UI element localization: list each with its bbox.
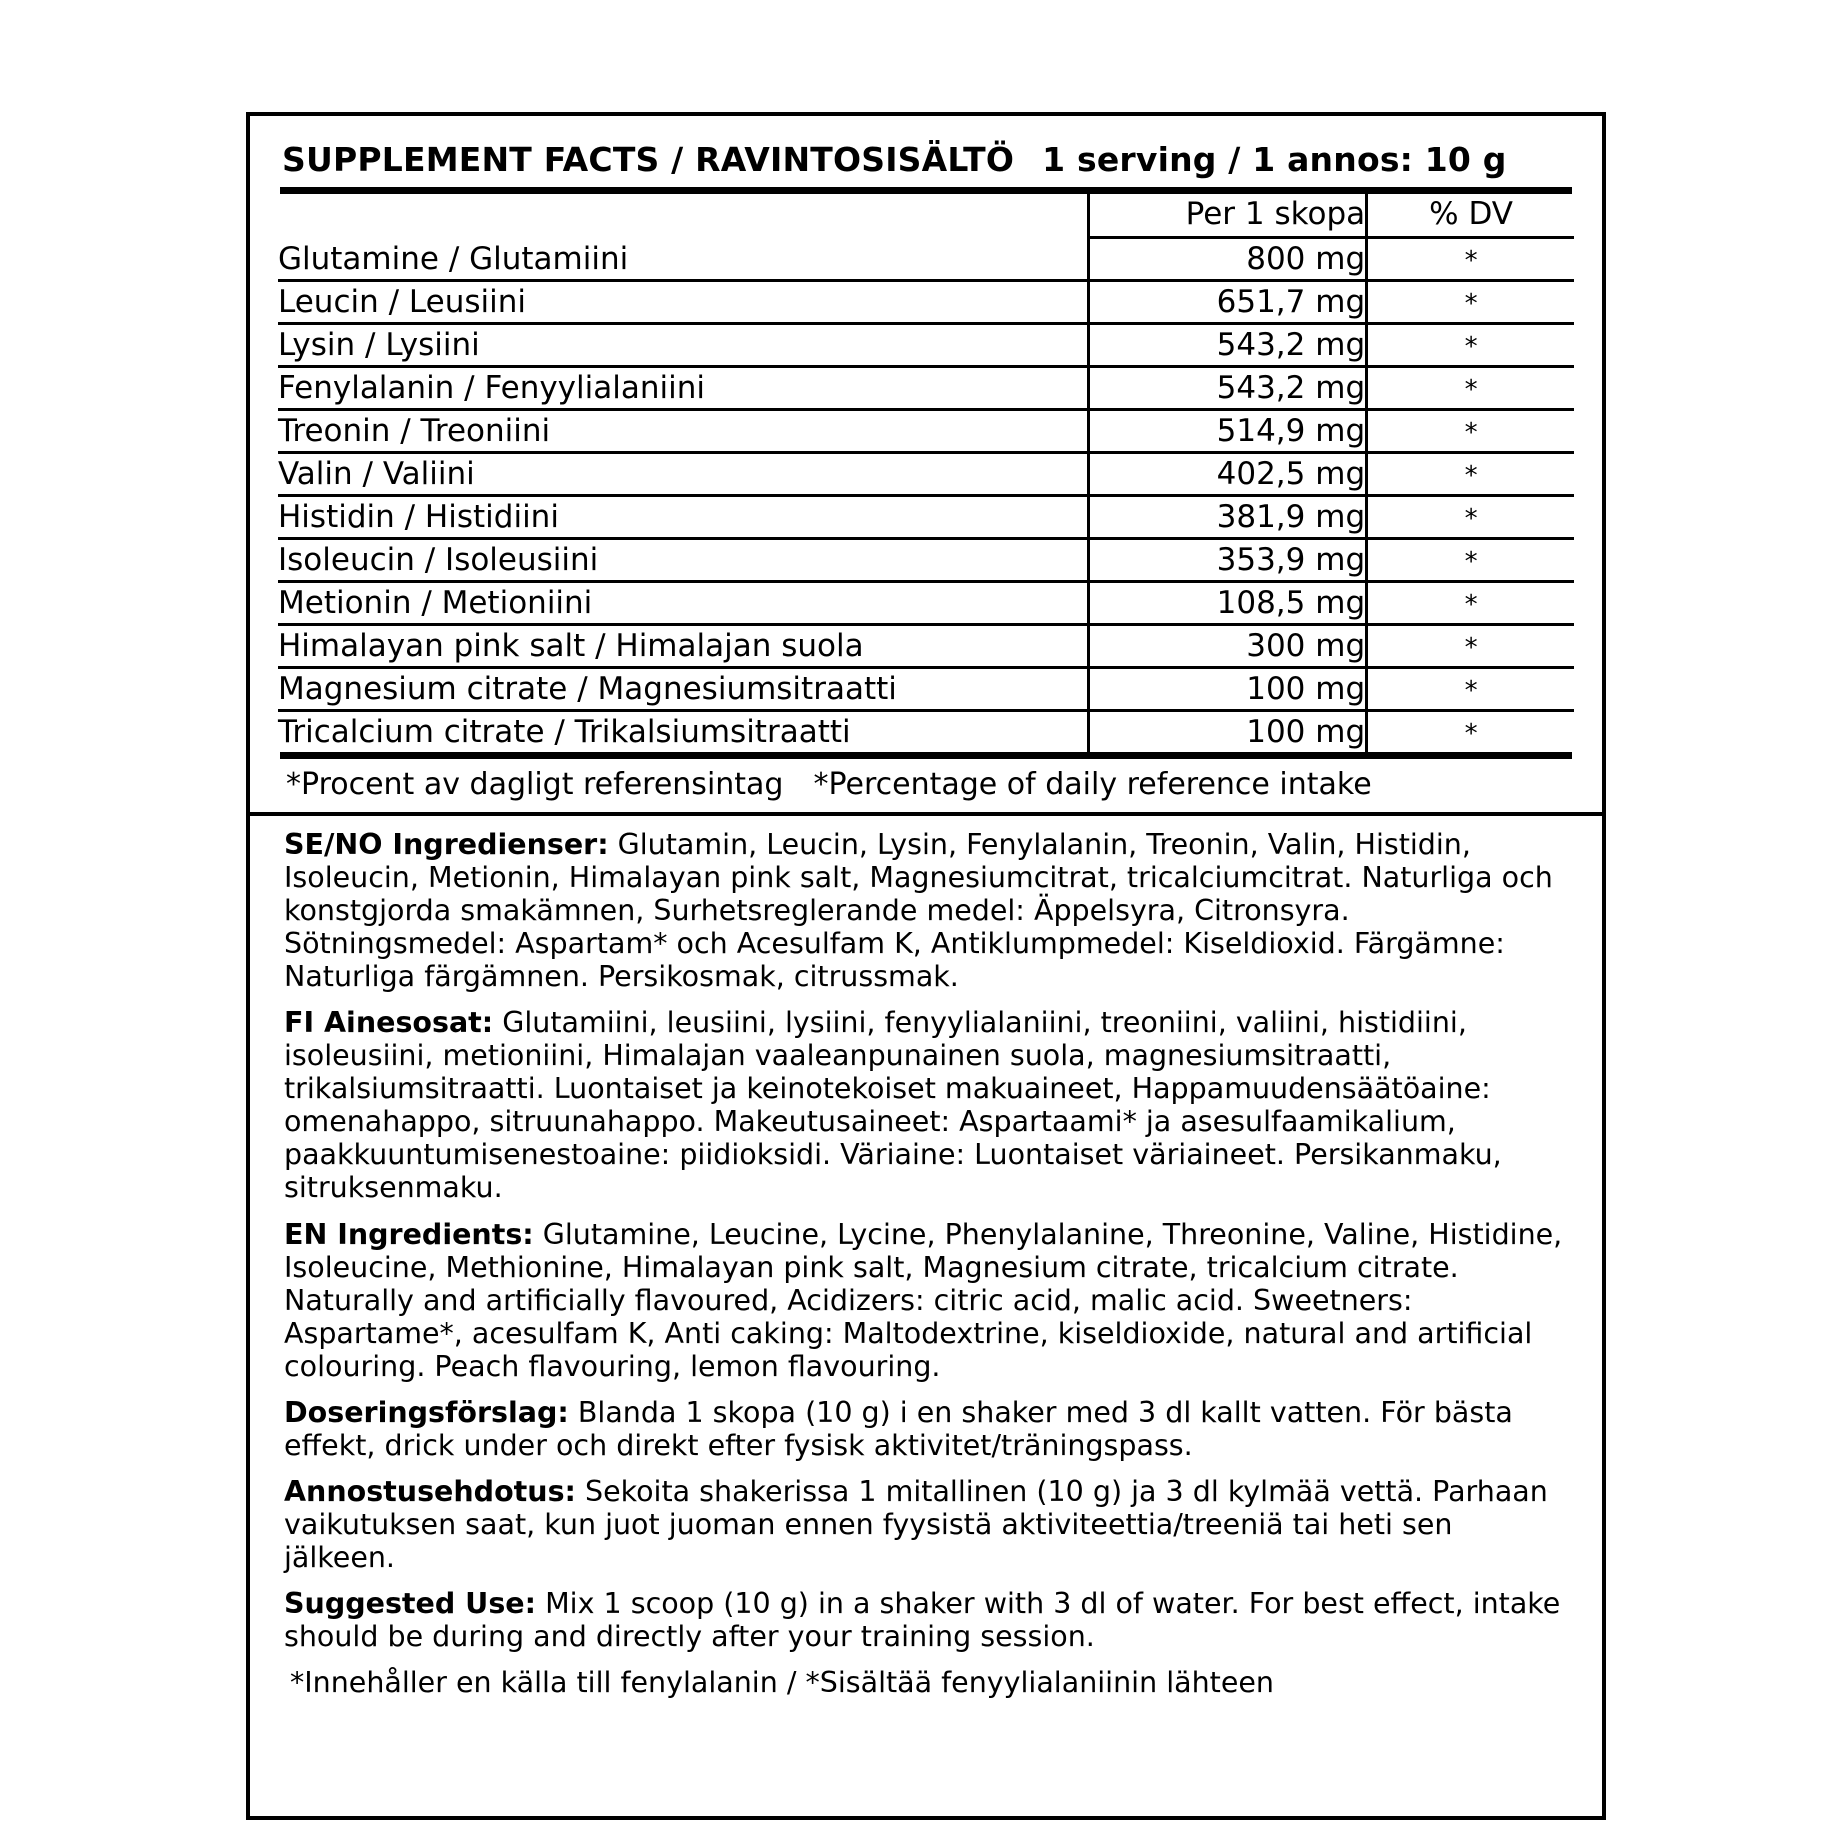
table-row [278,324,1574,367]
nutrient-amount: 651,7 mg [1088,281,1367,324]
nutrient-name: Treonin / Treoniini [278,410,1088,453]
nutrient-dv: * [1367,711,1574,753]
table-row [278,281,1574,324]
block-text: Sekoita shakerissa 1 mitallinen (10 g) ja 3 dl kylmää vettä. Parhaan vaikutuksen saat, kun juot juoman ennen fyysistä aktiviteettia/treeniä tai heti sen jälkeen. [284,1474,1548,1574]
ingredients-block-en [284,1218,1570,1383]
table-row [278,582,1574,625]
table-row [278,711,1574,753]
nutrient-amount: 108,5 mg [1088,582,1367,625]
nutrient-dv: * [1367,367,1574,410]
footnote-sv: *Procent av dagligt referensintag [286,767,784,802]
phenylalanine-warning: *Innehåller en källa till fenylalanin / *Sisältää fenyylialaniinin lähteen [290,1666,1274,1700]
block-label: Doseringsförslag: [284,1395,569,1429]
block-text: Glutamine, Leucine, Lycine, Phenylalanine, Threonine, Valine, Histidine, Isoleucine, Methionine, Himalayan pink salt, Magnesium citrate, tricalcium citrate. Naturally and artificially flavoured, Acidizers: citric acid, malic acid. Sweetners: Aspartame*, acesulfam K, Anti caking: Maltodextrine, kiseldioxide, natural and artificial colouring. Peach flavouring, lemon flavouring. [284,1217,1563,1383]
table-row [278,410,1574,453]
nutrient-dv: * [1367,453,1574,496]
block-text: Mix 1 scoop (10 g) in a shaker with 3 dl of water. For best effect, intake should be during and directly after your training session. [284,1586,1561,1654]
block-text: Glutamin, Leucin, Lysin, Fenylalanin, Treonin, Valin, Histidin, Isoleucin, Metionin, Himalayan pink salt, Magnesiumcitrat, tricalciumcitrat. Naturliga och konstgjorda smakämnen, Surhetsreglerande medel: Äppelsyra, Citronsyra. Sötningsmedel: Aspartam* och Acesulfam K, Antiklumpmedel: Kiseldioxid. Färgämne: Naturliga färgämnen. Persikosmak, citrussmak. [284,828,1553,994]
nutrient-amount: 353,9 mg [1088,539,1367,582]
nutrient-name: Metionin / Metioniini [278,582,1088,625]
nutrient-name: Leucin / Leusiini [278,281,1088,324]
column-header-amount: Per 1 skopa [1088,194,1367,238]
nutrient-name: Histidin / Histidiini [278,496,1088,539]
nutrient-dv: * [1367,625,1574,668]
column-header-name [278,194,1088,238]
nutrient-name: Lysin / Lysiini [278,324,1088,367]
ingredients-section [278,816,1574,1699]
header-divider [280,187,1572,194]
table-body [278,238,1574,753]
block-label: Annostusehdotus: [284,1474,576,1508]
table-row [278,496,1574,539]
nutrient-name: Himalayan pink salt / Himalajan suola [278,625,1088,668]
table-row [278,367,1574,410]
serving-size: 1 serving / 1 annos: 10 g [1042,140,1507,179]
nutrient-dv: * [1367,582,1574,625]
nutrient-name: Magnesium citrate / Magnesiumsitraatti [278,668,1088,711]
footnote-divider [280,752,1572,759]
nutrient-amount: 402,5 mg [1088,453,1367,496]
block-label: FI Ainesosat: [284,1006,494,1040]
dosage-block-en [284,1587,1570,1653]
block-label: EN Ingredients: [284,1217,534,1251]
table-row [278,539,1574,582]
table-row [278,668,1574,711]
panel-inner [250,116,1602,1709]
nutrient-amount: 100 mg [1088,668,1367,711]
daily-value-footnote [278,759,1574,812]
dosage-block-fi [284,1475,1570,1574]
table-header-row [278,194,1574,238]
nutrient-dv: * [1367,539,1574,582]
footnote-en: *Percentage of daily reference intake [813,767,1372,802]
nutrient-amount: 381,9 mg [1088,496,1367,539]
block-text: Glutamiini, leusiini, lysiini, fenyylialaniini, treoniini, valiini, histidiini, isoleusiini, metioniini, Himalajan vaaleanpunainen suola, magnesiumsitraatti, trikalsiumsitraatti. Luontaiset ja keinotekoiset makuaineet, Happamuudensäätöaine: omenahappo, sitruunahappo. Makeutusaineet: Aspartaami* ja asesulfaamikalium, paakkuuntumisenestoaine: piidioksidi. Väriaine: Luontaiset väriaineet. Persikanmaku, sitruksenmaku. [284,1006,1502,1205]
nutrient-amount: 514,9 mg [1088,410,1367,453]
nutrition-table [278,194,1574,752]
nutrient-amount: 543,2 mg [1088,324,1367,367]
facts-title: SUPPLEMENT FACTS / RAVINTOSISÄLTÖ [282,140,1015,179]
nutrient-amount: 800 mg [1088,238,1367,281]
nutrient-name: Fenylalanin / Fenyylialaniini [278,367,1088,410]
table-row [278,238,1574,281]
nutrient-amount: 543,2 mg [1088,367,1367,410]
block-label: SE/NO Ingredienser: [284,828,609,861]
table-row [278,625,1574,668]
block-text: Blanda 1 skopa (10 g) i en shaker med 3 dl kallt vatten. För bästa effekt, drick under och direkt efter fysisk aktivitet/träningspass. [284,1395,1513,1462]
column-header-dv: % DV [1367,194,1574,238]
nutrient-dv: * [1367,496,1574,539]
nutrient-amount: 300 mg [1088,625,1367,668]
nutrient-dv: * [1367,324,1574,367]
nutrient-name: Isoleucin / Isoleusiini [278,539,1088,582]
nutrient-amount: 100 mg [1088,711,1367,753]
facts-header [278,140,1574,187]
block-label: Suggested Use: [284,1586,537,1620]
nutrient-dv: * [1367,410,1574,453]
nutrient-dv: * [1367,238,1574,281]
table-row [278,453,1574,496]
supplement-facts-panel [246,112,1606,1820]
ingredients-block-se-no [284,828,1570,993]
table-head [278,194,1574,238]
nutrient-dv: * [1367,668,1574,711]
ingredients-block-fi [284,1006,1570,1204]
dosage-block-se [284,1396,1570,1462]
nutrient-dv: * [1367,281,1574,324]
nutrient-name: Tricalcium citrate / Trikalsiumsitraatti [278,714,851,750]
nutrient-name: Glutamine / Glutamiini [278,238,1088,281]
nutrient-name: Valin / Valiini [278,453,1088,496]
